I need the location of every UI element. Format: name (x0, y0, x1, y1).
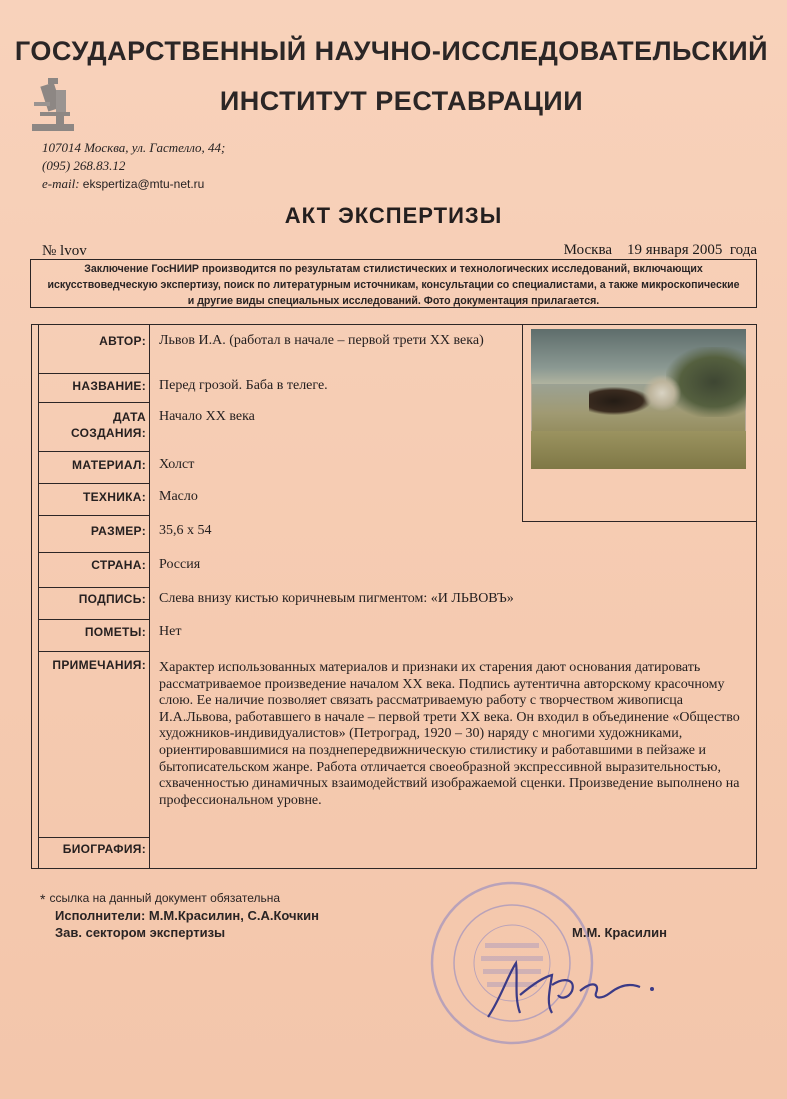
painting-horse (589, 387, 651, 415)
footnote (40, 891, 280, 907)
expertise-table (31, 324, 757, 869)
title-label: НАЗВАНИЕ: (72, 379, 146, 393)
material-label: МАТЕРИАЛ: (72, 458, 146, 472)
table-row-line (38, 515, 149, 516)
marks-value: Нет (159, 624, 182, 639)
table-divider (149, 325, 150, 868)
table-row-line (38, 552, 149, 553)
executors: Исполнители: М.М.Красилин, С.А.Кочкин (55, 908, 319, 923)
act-title: АКТ ЭКСПЕРТИЗЫ (284, 203, 503, 228)
remarks-label: ПРИМЕЧАНИЯ: (52, 658, 146, 672)
signature-label: ПОДПИСЬ: (78, 592, 146, 606)
signer-name: М.М. Красилин (572, 925, 667, 940)
microscope-logo-icon (26, 74, 78, 132)
institute-name-line1: ГОСУДАРСТВЕННЫЙ НАУЧНО-ИССЛЕДОВАТЕЛЬСКИЙ (14, 36, 769, 66)
table-row-line (38, 837, 149, 838)
handwritten-signature (480, 955, 680, 1025)
notice-box: Заключение ГосНИИР производится по результатам стилистических и технологических исследований, включающих искусствоведческую экспертизу, поиск по литературным источникам, консультации со специалистами, а также микроскопические и другие виды специальных исследований. Фото документация прилагается. (30, 259, 757, 308)
signature-value: Слева внизу кистью коричневым пигментом: «И ЛЬВОВЪ» (159, 591, 514, 606)
painting-photo (531, 329, 746, 469)
phone: (095) 268.83.12 (42, 158, 126, 173)
table-divider (522, 325, 523, 522)
remarks-value: Характер использованных материалов и признаки их старения дают основания датировать рассматриваемое произведение началом XX века. Подпись аутентична авторскому красочному слою. Ее наличие позволяет связать рассматриваемую работу с творчеством живописца И.А.Львова, работавшего в начале – первой трети XX века. Он входил в объединение «Общество художников-индивидуалистов» (Петроград, 1920 – 30) наряду с многими художниками, ориентировавшимися на позднепередвижническую стилистику и работавшими в пейзаже и бытописательском жанре. Работа отличается своеобразной экспрессивной выразительностью, схваченностью динамичных взаимодействий изображаемой сценки. Произведение выполнено на профессиональном уровне. (159, 660, 740, 808)
table-row-line (38, 483, 149, 484)
title-value: Перед грозой. Баба в телеге. (159, 378, 328, 393)
table-row-line (38, 619, 149, 620)
painting-ground (531, 431, 746, 469)
sector-head: Зав. сектором экспертизы (55, 925, 226, 940)
material-value: Холст (159, 457, 195, 472)
biography-label: БИОГРАФИЯ: (62, 842, 146, 856)
date-label-1: ДАТА (112, 410, 146, 424)
date-value: Начало XX века (159, 409, 255, 424)
date-label-2: СОЗДАНИЯ: (70, 426, 146, 440)
footnote-text: ссылка на данный документ обязательна (49, 891, 281, 905)
size-value: 35,6 х 54 (159, 523, 212, 538)
size-label: РАЗМЕР: (90, 524, 146, 538)
technique-label: ТЕХНИКА: (82, 490, 146, 504)
table-row-line (38, 402, 149, 403)
author-value: Львов И.А. (работал в начале – первой трети XX века) (159, 333, 484, 348)
country-label: СТРАНА: (91, 558, 146, 572)
document-date: Москва 19 января 2005 года (563, 242, 757, 258)
painting-cart (643, 375, 681, 411)
author-label: АВТОР: (99, 334, 146, 348)
table-row-line (38, 373, 149, 374)
document-number: № lvov (42, 243, 87, 259)
table-row-line (38, 651, 149, 652)
table-row-line (522, 521, 756, 522)
table-row-line (38, 587, 149, 588)
email: ekspertiza@mtu-net.ru (82, 177, 205, 191)
institute-name-line2: ИНСТИТУТ РЕСТАВРАЦИИ (219, 86, 584, 116)
footnote-star: * (40, 891, 46, 907)
country-value: Россия (159, 557, 201, 572)
table-row-line (38, 451, 149, 452)
technique-value: Масло (159, 489, 198, 504)
email-label: e-mail: (42, 176, 80, 191)
address: 107014 Москва, ул. Гастелло, 44; (42, 140, 226, 155)
email-line (42, 176, 204, 192)
marks-label: ПОМЕТЫ: (84, 625, 146, 639)
